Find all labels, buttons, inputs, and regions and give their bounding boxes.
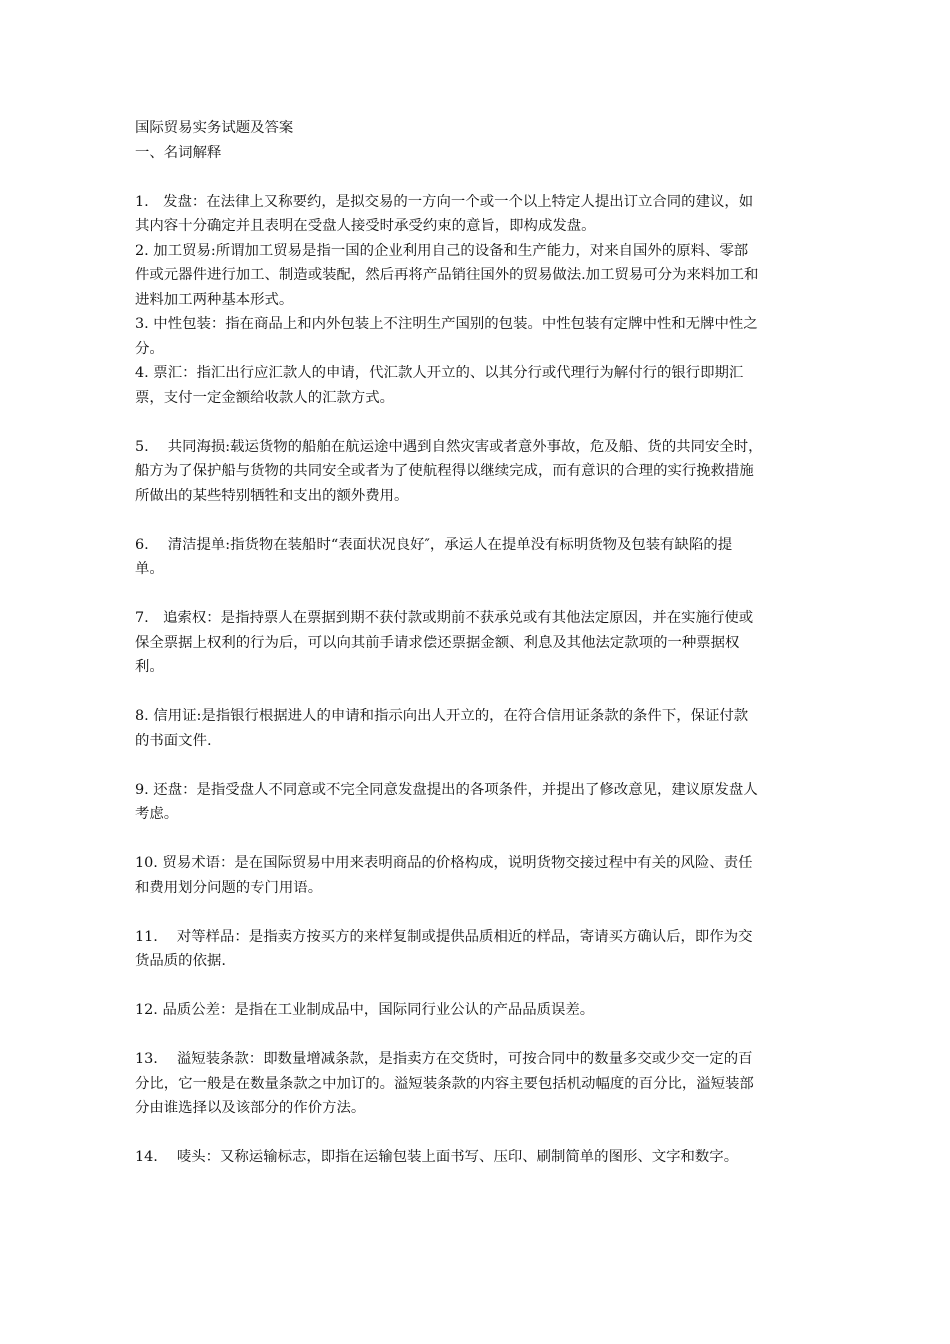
definition-entry xyxy=(135,1145,830,1170)
definition-line: 船方为了保护船与货物的共同安全或者为了使航程得以继续完成，而有意识的合理的实行挽救措施 xyxy=(135,463,754,479)
spacer xyxy=(135,1023,830,1048)
definition-entry xyxy=(135,190,830,239)
definition-line: 单。 xyxy=(135,561,164,577)
definition-entry xyxy=(135,998,830,1023)
definition-line: 13. 溢短装条款：即数量增减条款，是指卖方在交货时，可按合同中的数量多交或少交一定的百 xyxy=(135,1051,753,1067)
definition-line: 其内容十分确定并且表明在受盘人接受时承受约束的意旨，即构成发盘。 xyxy=(135,218,596,234)
definition-line: 所做出的某些特别牺牲和支出的额外费用。 xyxy=(135,487,409,504)
definition-line: 进料加工两种基本形式。 xyxy=(135,291,294,308)
definition-line: 2. 加工贸易:所谓加工贸易是指一国的企业利用自己的设备和生产能力，对来自国外的原料、零部 xyxy=(135,242,749,259)
definition-entry xyxy=(135,361,830,410)
definition-line: 件或元器件进行加工、制造或装配，然后再将产品销往国外的贸易做法.加工贸易可分为来料加工和 xyxy=(135,267,759,283)
definition-line: 3. 中性包装：指在商品上和内外包装上不注明生产国别的包装。中性包装有定牌中性和无牌中性之 xyxy=(135,316,758,332)
definition-line: 分比，它一般是在数量条款之中加订的。溢短装条款的内容主要包括机动幅度的百分比，溢短装部 xyxy=(135,1075,754,1092)
definition-entry xyxy=(135,778,830,827)
definition-line: 和费用划分问题的专门用语。 xyxy=(135,879,323,896)
definition-line: 货品质的依据. xyxy=(135,953,226,969)
spacer xyxy=(135,900,830,925)
definition-line: 11. 对等样品：是指卖方按买方的来样复制或提供品质相近的样品，寄请买方确认后，即作为交 xyxy=(135,928,753,945)
definition-entry xyxy=(135,533,830,582)
definition-line: 利。 xyxy=(135,659,164,675)
definition-line: 10. 贸易术语：是在国际贸易中用来表明商品的价格构成，说明货物交接过程中有关的风险、责任 xyxy=(135,855,753,871)
spacer xyxy=(135,410,830,435)
document-body xyxy=(135,116,830,1170)
document-title: 国际贸易实务试题及答案 xyxy=(135,120,294,136)
definition-line: 14. 唛头：又称运输标志，即指在运输包装上面书写、压印、刷制简单的图形、文字和数字。 xyxy=(135,1149,739,1165)
definition-entry xyxy=(135,239,830,313)
definition-line: 9. 还盘：是指受盘人不同意或不完全同意发盘提出的各项条件，并提出了修改意见，建议原发盘人 xyxy=(135,781,758,798)
spacer xyxy=(135,582,830,607)
definition-entry xyxy=(135,704,830,753)
definition-entry xyxy=(135,435,830,509)
definition-line: 的书面文件. xyxy=(135,732,212,749)
definition-entry xyxy=(135,312,830,361)
definition-line: 12. 品质公差：是指在工业制成品中，国际同行业公认的产品品质误差。 xyxy=(135,1002,595,1018)
spacer xyxy=(135,1121,830,1146)
definition-list xyxy=(135,165,830,1170)
definition-line: 分由谁选择以及该部分的作价方法。 xyxy=(135,1100,366,1116)
definition-line: 8. 信用证:是指银行根据进人的申请和指示向出人开立的，在符合信用证条款的条件下，保证付款 xyxy=(135,708,749,724)
definition-line: 保全票据上权利的行为后，可以向其前手请求偿还票据金额、利息及其他法定款项的一种票据权 xyxy=(135,634,740,651)
spacer xyxy=(135,753,830,778)
definition-line: 4. 票汇：指汇出行应汇款人的申请，代汇款人开立的、以其分行或代理行为解付行的银行即期汇 xyxy=(135,365,744,381)
spacer xyxy=(135,974,830,999)
definition-line: 7. 追索权：是指持票人在票据到期不获付款或期前不获承兑或有其他法定原因，并在实施行使或 xyxy=(135,610,754,626)
definition-line: 票，支付一定金额给收款人的汇款方式。 xyxy=(135,389,395,406)
definition-entry xyxy=(135,1047,830,1121)
spacer xyxy=(135,680,830,705)
spacer xyxy=(135,827,830,852)
definition-line: 考虑。 xyxy=(135,806,179,822)
section-heading: 一、名词解释 xyxy=(135,144,222,161)
definition-entry xyxy=(135,606,830,680)
definition-entry xyxy=(135,851,830,900)
definition-line: 1. 发盘：在法律上又称要约，是拟交易的一方向一个或一个以上特定人提出订立合同的建议，如 xyxy=(135,193,754,210)
definition-line: 分。 xyxy=(135,340,164,357)
spacer xyxy=(135,165,830,190)
definition-line: 5. 共同海损:载运货物的船舶在航运途中遇到自然灾害或者意外事故，危及船、货的共同安全时， xyxy=(135,438,763,455)
spacer xyxy=(135,508,830,533)
definition-line: 6. 清洁提单:指货物在装船时“表面状况良好″，承运人在提单没有标明货物及包装有缺陷的提 xyxy=(135,536,733,553)
definition-entry xyxy=(135,925,830,974)
